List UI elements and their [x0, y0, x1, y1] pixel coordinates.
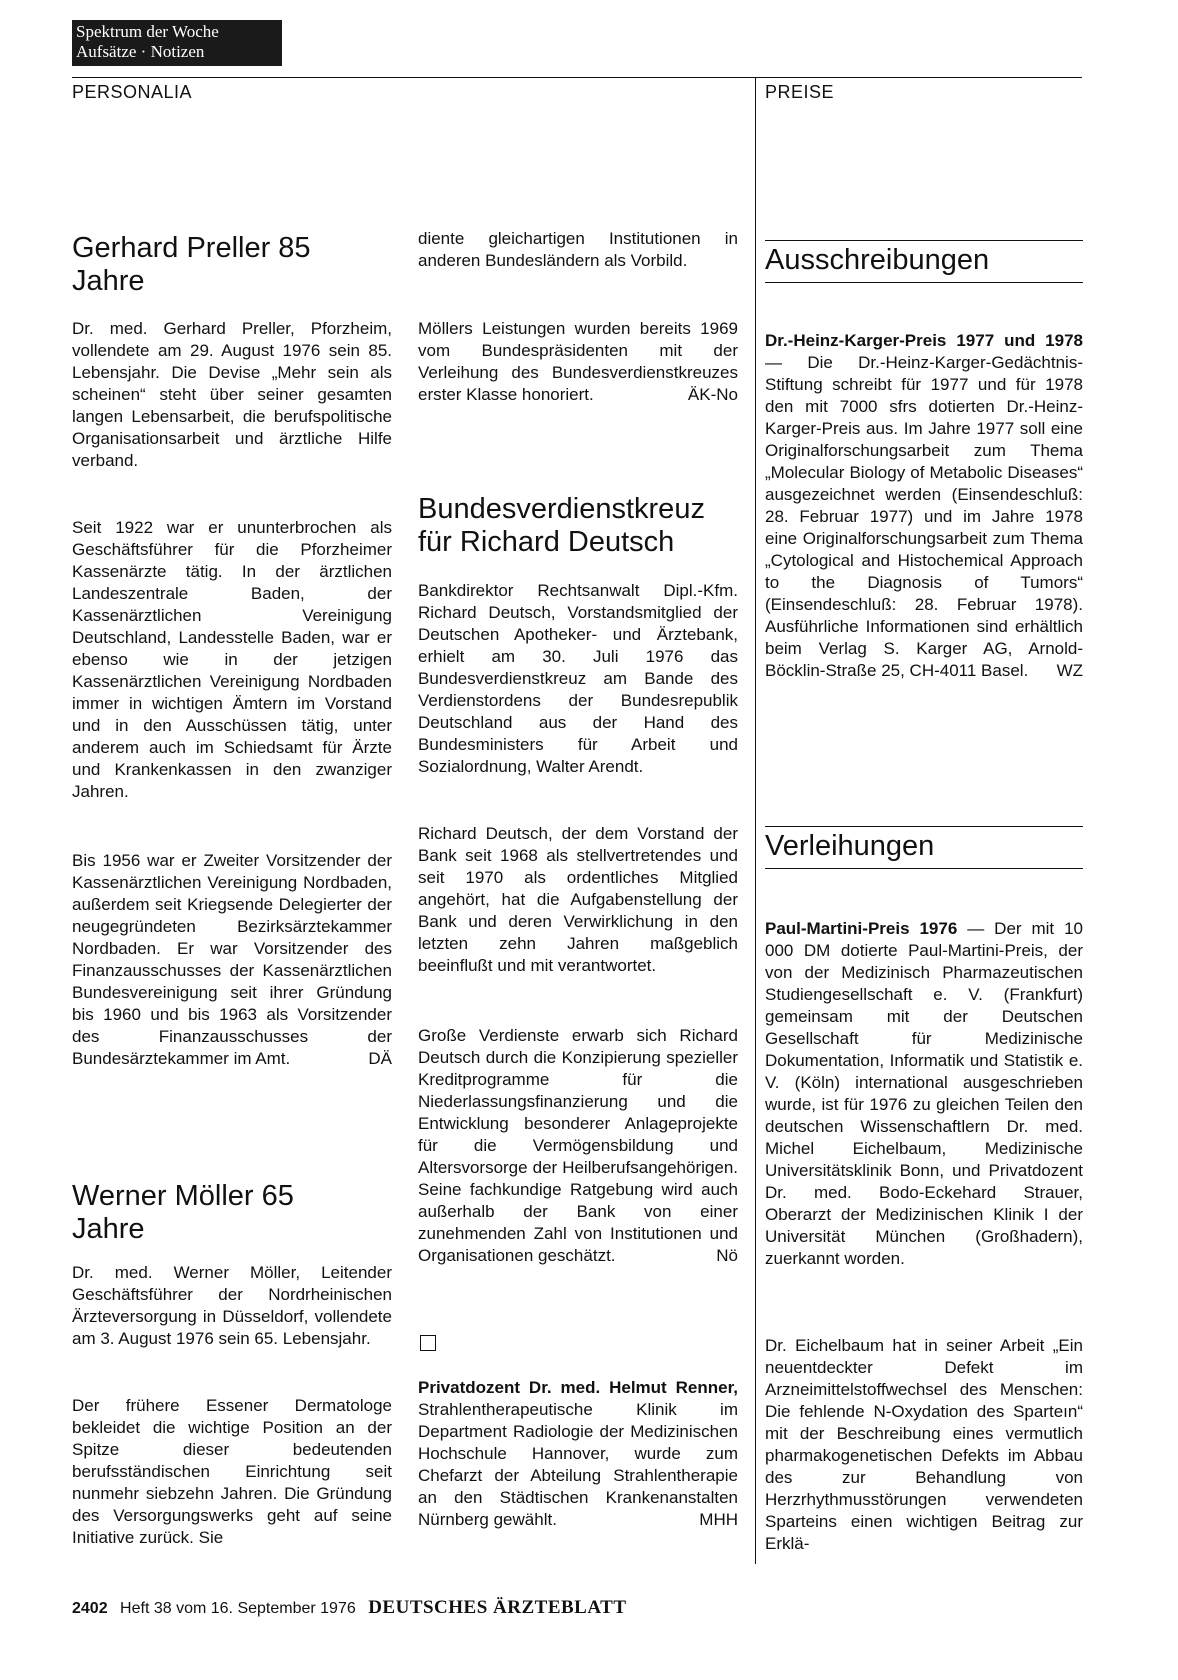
paragraph: Richard Deutsch, der dem Vorstand der Bank seit 1968 als stellvertretendes und seit 1970 als ordentliches Mitglied angehört, hat die Aufgabenstellung der Bank und deren Verwirklichung in den letzten zehn Jahren maßgeblich beeinflußt und mit verantwortet. — [418, 824, 738, 975]
paragraph — [418, 318, 738, 406]
heading-rule-top — [765, 240, 1083, 241]
col3-p3-wrap — [765, 1335, 1083, 1555]
author-signature: ÄK-No — [687, 385, 738, 404]
paragraph-text: Strahlentherapeutische Klinik im Department Radiologie der Medizinischen Hochschule Hannover, wurde zum Chefarzt der Abteilung Strahlentherapie an den Städtischen Krankenanstalten Nürnberg gewählt. — [418, 1400, 738, 1529]
paragraph-lead: Privatdozent Dr. med. Helmut Renner, — [418, 1378, 738, 1397]
heading-rule-top — [765, 826, 1083, 827]
headline-bundesverdienstkreuz: Bundesverdienstkreuz für Richard Deutsch — [418, 493, 705, 558]
paragraph — [418, 1025, 738, 1267]
column-divider — [755, 77, 756, 1564]
headline-preller: Gerhard Preller 85 Jahre — [72, 232, 311, 297]
heading-rule-bottom — [765, 868, 1083, 869]
col3-p1-wrap — [765, 330, 1083, 682]
paragraph-text: Große Verdienste erwarb sich Richard Deutsch durch die Konzipierung spezieller Kreditprogramme für die Niederlassungsfinanzierung und die Entwicklung besonderer Anlageprojekte für die Vermögensbildung und Altersvorsorge der Heilberufsangehörigen. Seine fachkundige Ratgebung wird auch außerhalb der Bank von einer zunehmenden Zahl von Institutionen und Organisationen geschätzt. — [418, 1026, 738, 1265]
col2-p2-wrap — [418, 318, 738, 406]
author-signature: Nö — [716, 1246, 738, 1265]
page-footer — [72, 1597, 627, 1619]
paragraph-text: — Die Dr.-Heinz-Karger-Gedächtnis-Stiftung schreibt für 1977 und für 1978 den mit 7000 sfrs dotierten Dr.-Heinz-Karger-Preis aus. Im Jahre 1977 soll eine Originalforschungsarbeit zum Thema „Molecular Biology of Metabolic Diseases“ ausgezeichnet werden (Einsendeschluß: 28. Februar 1977) und im Jahre 1978 eine Originalforschungsarbeit zum Thema „Cytological and Histochemical Approach to the Diagnosis of Tumors“ (Einsendeschluß: 28. Februar 1978). Ausführliche Informationen sind erhältlich beim Verlag S. Karger AG, Arnold-Böcklin-Straße 25, CH-4011 Basel. — [765, 353, 1083, 680]
paragraph-text: Möllers Leistungen wurden bereits 1969 vom Bundespräsidenten mit der Verleihung des Bundesverdienstkreuzes erster Klasse honoriert. — [418, 319, 738, 404]
paragraph — [765, 330, 1083, 682]
paragraph-text: — Der mit 10 000 DM dotierte Paul-Martini-Preis, der von der Medizinisch Pharmazeutischen Studiengesellschaft e. V. (Frankfurt) gemeinsam mit der Deutschen Gesellschaft für Medizinische Dokumentation, Informatik und Statistik e. V. (Köln) international ausgeschrieben wurde, ist für 1976 zu gleichen Teilen den deutschen Wissenschaftlern Dr. med. Michel Eichelbaum, Medizinische Universitätsklinik Bonn, und Privatdozent Dr. med. Bodo-Eckehard Strauer, Oberarzt der Medizinischen Klinik I der Universität München (Großhadern), zuerkannt worden. — [765, 919, 1084, 1268]
headline-verleihungen: Verleihungen — [765, 830, 935, 862]
author-signature: MHH — [699, 1510, 738, 1529]
section-header-line2: Aufsätze · Notizen — [76, 42, 205, 61]
paragraph: Bankdirektor Rechtsanwalt Dipl.-Kfm. Richard Deutsch, Vorstandsmitglied der Deutschen Apotheker- und Ärztebank, erhielt am 30. Juli 1976 das Bundesverdienstkreuz am Bande des Verdienstordens der Bundesrepublik Deutschland aus der Hand des Bundesministers für Arbeit und Sozialordnung, Walter Arendt. — [418, 581, 738, 776]
section-header-line1: Spektrum der Woche — [76, 22, 219, 41]
paragraph-lead: Paul-Martini-Preis 1976 — [765, 919, 958, 938]
heading-rule-bottom — [765, 282, 1083, 283]
col1-article1 — [72, 232, 392, 298]
paragraph-text: Bis 1956 war er Zweiter Vorsitzender der Kassenärztlichen Vereinigung Nordbaden, außerdem seit Kriegsende Delegierter der neugegründeten Bezirksärztekammer Nordbaden. Er war Vorsitzender des Finanzausschusses der Kassenärztlichen Bundesvereinigung seit ihrer Gründung bis 1960 und bis 1963 als Vorsitzender des Finanzausschusses der Bundesärztekammer im Amt. — [72, 851, 392, 1068]
section-header-box — [72, 20, 282, 66]
col2-p3-wrap — [418, 580, 738, 778]
headline-ausschreibungen: Ausschreibungen — [765, 244, 990, 276]
col1-p2-wrap — [72, 517, 392, 803]
section-separator-box — [420, 1335, 436, 1351]
col2-p6-wrap — [418, 1377, 738, 1531]
col3-heading1-wrap — [765, 244, 1083, 277]
col2-p4-wrap — [418, 823, 738, 977]
paragraph: diente gleichartigen Institutionen in anderen Bundesländern als Vorbild. — [418, 229, 738, 270]
paragraph-lead: Dr.-Heinz-Karger-Preis 1977 und 1978 — [765, 331, 1083, 350]
col2-article — [418, 493, 738, 559]
paragraph — [765, 918, 1083, 1270]
col1-p5-wrap — [72, 1395, 392, 1549]
paragraph: Der frühere Essener Dermatologe bekleidet die wichtige Position an der Spitze dieser bedeutenden berufsständischen Einrichtung seit nunmehr siebzehn Jahren. Die Gründung des Versorgungswerks geht auf seine Initiative zurück. Sie — [72, 1396, 392, 1547]
col1-p3-wrap — [72, 850, 392, 1070]
col1-article2 — [72, 1180, 392, 1246]
author-signature: DÄ — [368, 1049, 392, 1068]
col1-p4-wrap — [72, 1262, 392, 1350]
col2-p5-wrap — [418, 1025, 738, 1267]
headline-moeller: Werner Möller 65 Jahre — [72, 1180, 294, 1245]
paragraph: Seit 1922 war er ununterbrochen als Geschäftsführer für die Pforzheimer Kassenärzte tätig. In der ärztlichen Landeszentrale Baden, der Kassenärztlichen Vereinigung Deutschland, Landesstelle Baden, war er ebenso wie in der jetzigen Kassenärztlichen Vereinigung Nordbaden immer in wichtigen Ämtern im Vorstand und in den Ausschüssen tätig, unter anderem auch im Schiedsamt für Ärzte und Krankenkassen in den zwanziger Jahren. — [72, 518, 392, 801]
col3-heading2-wrap — [765, 830, 1083, 863]
col1-p1-wrap — [72, 318, 392, 472]
paragraph — [418, 1377, 738, 1531]
paragraph: Dr. Eichelbaum hat in seiner Arbeit „Ein neuentdeckter Defekt im Arzneimittelstoffwechsel des Menschen: Die fehlende N-Oxydation des Sparteın“ mit der Beschreibung eines vermutlich pharmakogenetischen Defekts im Abbau des zur Behandlung von Herzrhythmusstörungen verwendeten Sparteins einen wichtigen Beitrag zur Erklä- — [765, 1336, 1083, 1553]
issue-info: Heft 38 vom 16. September 1976 — [120, 1600, 356, 1617]
paragraph: Dr. med. Werner Möller, Leitender Geschäftsführer der Nordrheinischen Ärzteversorgung in Düsseldorf, vollendete am 3. August 1976 sein 65. Lebensjahr. — [72, 1263, 392, 1348]
page-number: 2402 — [72, 1600, 108, 1617]
masthead: DEUTSCHES ÄRZTEBLATT — [368, 1597, 627, 1618]
col2-p1-wrap — [418, 228, 738, 272]
rubric-preise: PREISE — [765, 82, 835, 102]
col3-p2-wrap — [765, 918, 1083, 1270]
paragraph: Dr. med. Gerhard Preller, Pforzheim, vollendete am 29. August 1976 sein 85. Lebensjahr. Die Devise „Mehr sein als scheinen“ steht über seiner gesamten langen Lebensarbeit, die berufspolitische Organisationsarbeit und ärztliche Hilfe verband. — [72, 319, 392, 470]
author-signature: WZ — [1056, 661, 1083, 680]
rubric-personalia: PERSONALIA — [72, 82, 193, 102]
paragraph — [72, 850, 392, 1070]
top-rule — [72, 77, 1082, 78]
